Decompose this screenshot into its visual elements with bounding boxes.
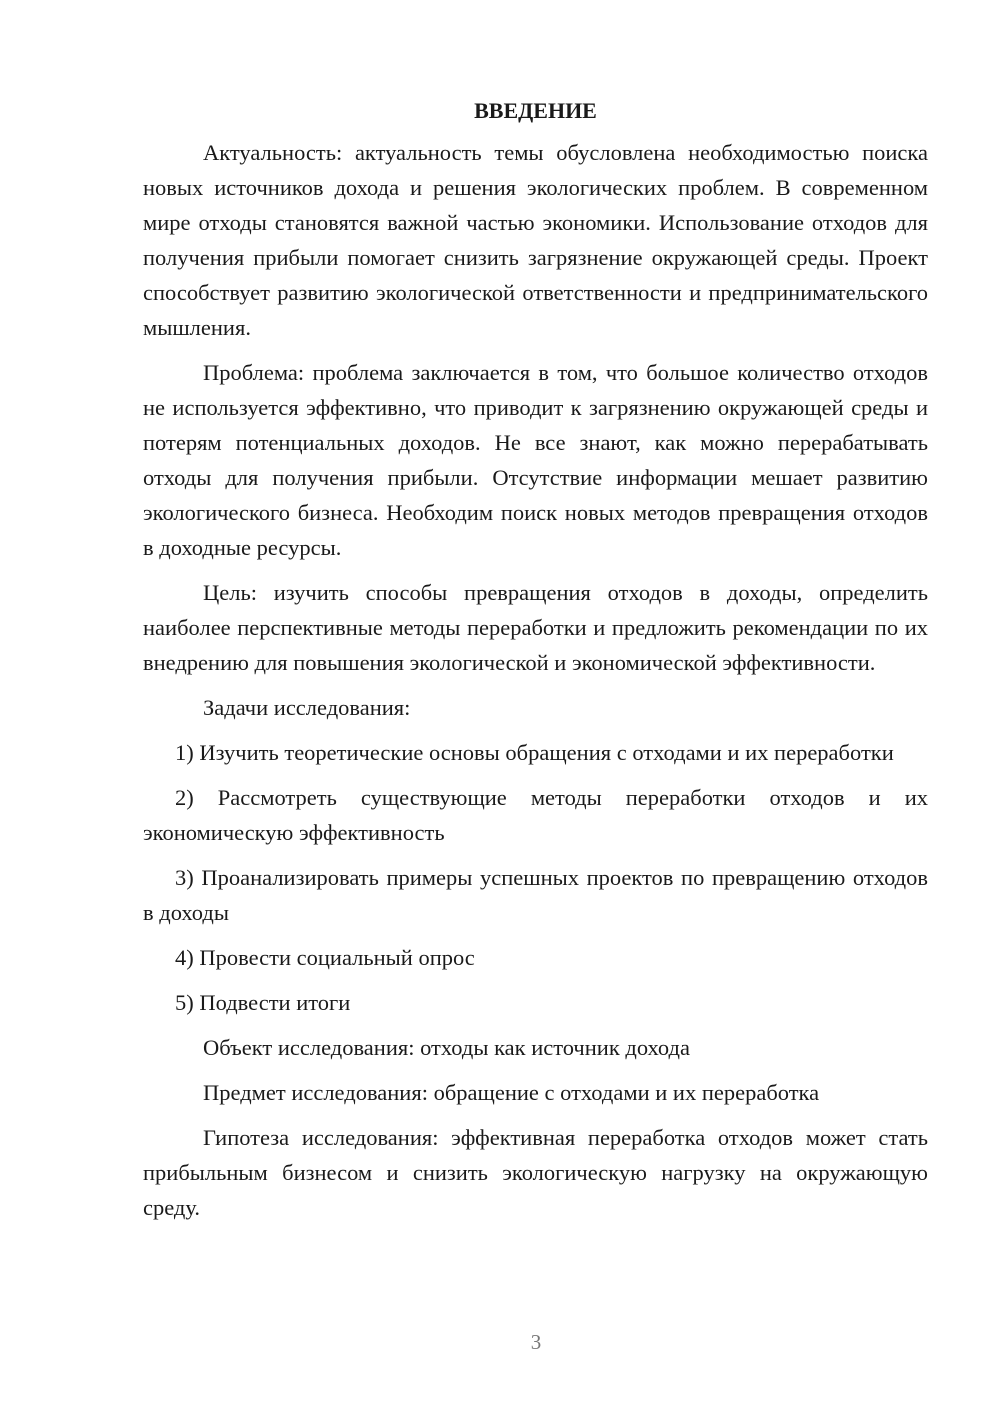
problem-paragraph: Проблема: проблема заключается в том, что большое количество отходов не используется эффективно, что приводит к загрязнению окружающей среды и потерям потенциальных доходов. Не все знают, как можно перерабатывать отходы для получения прибыли. Отсутствие информации мешает развитию экологического бизнеса. Необходим поиск новых методов превращения отходов в доходные ресурсы. [143,360,928,560]
document-body [143,96,928,1235]
research-subject: Предмет исследования: обращение с отходами и их переработка [203,1080,820,1105]
tasks-heading: Задачи исследования: [203,695,411,720]
task-item-1: 1) Изучить теоретические основы обращения с отходами и их переработки [175,740,894,765]
task-item-4: 4) Провести социальный опрос [175,945,475,970]
relevance-paragraph: Актуальность: актуальность темы обусловлена необходимостью поиска новых источников дохода и решения экологических проблем. В современном мире отходы становятся важной частью экономики. Использование отходов для получения прибыли помогает снизить загрязнение окружающей среды. Проект способствует развитию экологической ответственности и предпринимательского мышления. [143,140,928,340]
task-item-5: 5) Подвести итоги [175,990,351,1015]
task-item-2: 2) Рассмотреть существующие методы переработки отходов и их экономическую эффективность [143,785,928,845]
task-item-3: 3) Проанализировать примеры успешных проектов по превращению отходов в доходы [143,865,928,925]
hypothesis-paragraph: Гипотеза исследования: эффективная переработка отходов может стать прибыльным бизнесом и снизить экологическую нагрузку на окружающую среду. [143,1125,928,1220]
page-title: ВВЕДЕНИЕ [474,98,597,123]
goal-paragraph: Цель: изучить способы превращения отходов в доходы, определить наиболее перспективные методы переработки и предложить рекомендации по их внедрению для повышения экологической и экономической эффективности. [143,580,928,675]
research-object: Объект исследования: отходы как источник дохода [203,1035,690,1060]
page-number: 3 [530,1330,542,1354]
